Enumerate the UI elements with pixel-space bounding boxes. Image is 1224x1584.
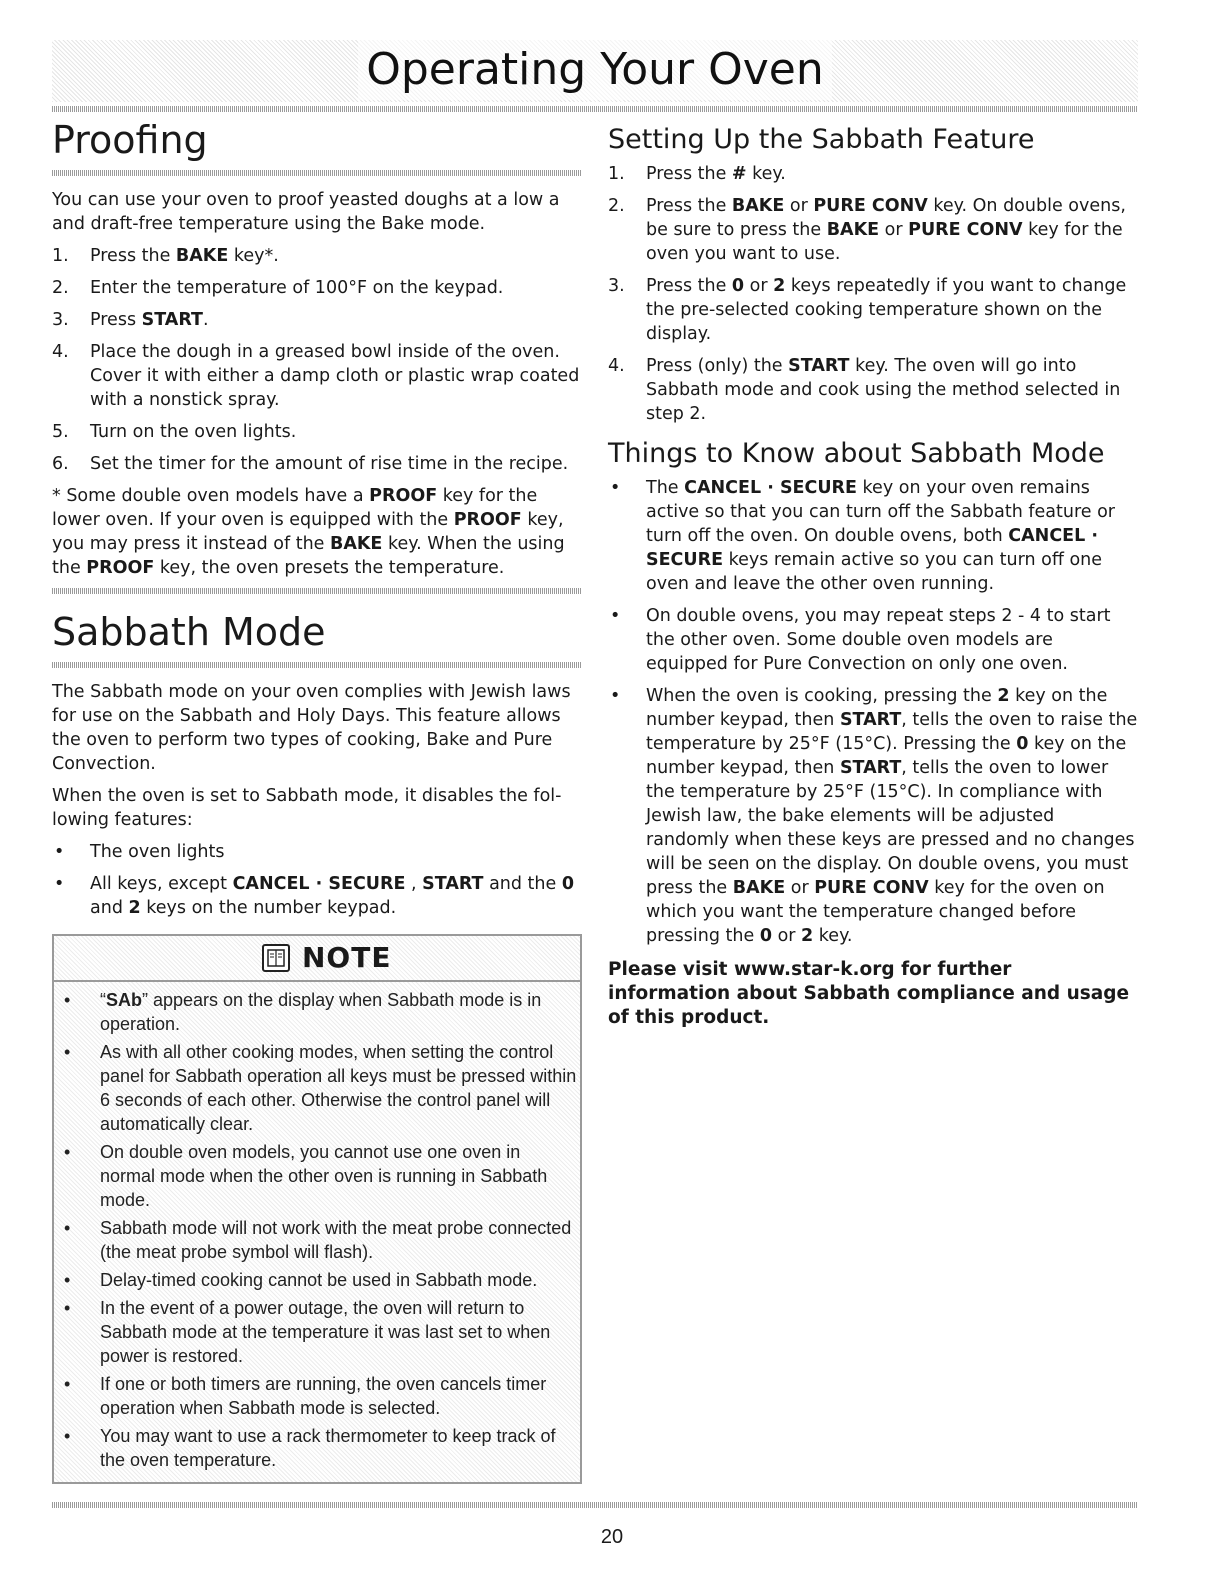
proofing-section xyxy=(52,114,582,580)
text-run: key. The oven will go into Sabbath mode and cook using the method selected in step 2. xyxy=(646,356,1121,424)
bold-key-text: PROOF xyxy=(453,510,522,530)
bold-key-text: # xyxy=(731,164,747,184)
text-run: key, the oven presets the temperature. xyxy=(154,558,505,578)
text-run: or xyxy=(785,878,815,898)
text-run: Press the xyxy=(646,196,732,216)
bold-key-text: 2 xyxy=(997,686,1010,706)
setup-steps xyxy=(608,162,1138,426)
text-run: If one or both timers are running, the oven cancels timer operation when Sabbath mode is selected. xyxy=(100,1374,547,1418)
list-item xyxy=(54,1296,580,1368)
proofing-rule xyxy=(52,170,582,176)
bold-key-text: START xyxy=(422,874,484,894)
note-title: NOTE xyxy=(302,941,392,974)
bullet-icon: • xyxy=(64,1042,71,1062)
text-run: , tells the oven to raise the temperature by 25°F (15°C). Pressing the xyxy=(646,710,1138,754)
bullet-icon: • xyxy=(610,606,621,626)
text-run: On double ovens, you may repeat steps 2 - 4 to start the other oven. Some double oven models are equipped for Pure Convection on only one oven. xyxy=(646,606,1111,674)
step-number: 4. xyxy=(52,342,69,362)
text-run: or xyxy=(879,220,909,240)
text-run: key on the number keypad, then xyxy=(646,734,1127,778)
text-run: keys repeatedly if you want to change the pre-selected cooking temperature shown on the display. xyxy=(646,276,1127,344)
bold-key-text: BAKE xyxy=(732,878,786,898)
list-item xyxy=(608,476,1138,596)
text-run: or xyxy=(784,196,814,216)
list-item xyxy=(608,354,1138,426)
bullet-icon: • xyxy=(54,874,65,894)
proofing-intro: You can use your oven to proof yeasted doughs at a low a and draft-free temperature using the Bake mode. xyxy=(52,190,560,234)
proofing-steps xyxy=(52,244,582,476)
text-run: * Some double oven models have a xyxy=(52,486,370,506)
bullet-icon: • xyxy=(610,478,621,498)
setup-section xyxy=(608,122,1138,426)
bullet-icon: • xyxy=(64,1374,71,1394)
text-run: key on the number keypad, then xyxy=(646,686,1108,730)
bold-key-text: 0 xyxy=(731,276,745,296)
text-run: Press xyxy=(90,310,142,330)
note-book-icon xyxy=(262,944,290,972)
text-run: or xyxy=(744,276,774,296)
bold-key-text: 0 xyxy=(1016,734,1029,754)
text-run: All keys, except xyxy=(90,874,233,894)
visit-star-k-note: Please visit www.star-k.org for further information about Sabbath compliance and usage of this product. xyxy=(608,959,1130,1028)
header-rule xyxy=(52,106,1138,112)
bold-key-text: CANCEL · SECURE xyxy=(232,874,406,894)
text-run: Set the timer for the amount of rise time in the recipe. xyxy=(90,454,569,474)
text-run: Place the dough in a greased bowl inside of the oven. Cover it with either a damp cloth or plastic wrap coated with a nonstick spray. xyxy=(90,342,580,410)
page-number: 20 xyxy=(600,1526,624,1548)
text-run: In the event of a power outage, the oven will return to Sabbath mode at the temperature it was last set to when power is restored. xyxy=(100,1298,551,1366)
list-item xyxy=(54,1268,580,1292)
text-run: keys remain active so you can turn off one oven and leave the other oven running. xyxy=(646,550,1103,594)
text-run: . xyxy=(202,310,209,330)
text-run: Turn on the oven lights. xyxy=(90,422,297,442)
sabbath-rule xyxy=(52,662,582,668)
list-item xyxy=(54,1216,580,1264)
bullet-icon: • xyxy=(64,990,71,1010)
text-run: Press (only) the xyxy=(646,356,789,376)
left-column xyxy=(52,114,582,1484)
note-list xyxy=(54,988,580,1472)
bold-key-text: SAb xyxy=(106,990,142,1010)
sabbath-section xyxy=(52,606,582,1484)
bold-key-text: PROOF xyxy=(369,486,438,506)
list-item xyxy=(52,452,582,476)
bold-key-text: PURE CONV xyxy=(813,196,928,216)
things-title: Things to Know about Sabbath Mode xyxy=(608,438,1105,469)
list-item xyxy=(54,988,580,1036)
text-run: “ xyxy=(100,990,106,1010)
bold-key-text: START xyxy=(141,310,203,330)
bold-key-text: PURE CONV xyxy=(814,878,929,898)
text-run: key, you may press it instead of the xyxy=(52,510,564,554)
text-run: keys on the number keypad. xyxy=(140,898,397,918)
text-run: Press the xyxy=(646,164,732,184)
proofing-footnote xyxy=(52,484,582,580)
text-run: As with all other cooking modes, when setting the control panel for Sabbath operation all keys must be pressed within 6 seconds of each other. Otherwise the control panel will automatically clear. xyxy=(100,1042,577,1134)
list-item xyxy=(608,604,1138,676)
text-run: key for the oven you want to use. xyxy=(646,220,1123,264)
list-item xyxy=(52,340,582,412)
list-item xyxy=(52,276,582,300)
step-number: 6. xyxy=(52,454,69,474)
list-item xyxy=(52,244,582,268)
list-item xyxy=(54,1424,580,1472)
text-run: key for the oven on which you want the temperature changed before pressing the xyxy=(646,878,1105,946)
step-number: 2. xyxy=(52,278,69,298)
list-item xyxy=(52,840,582,864)
list-item xyxy=(608,684,1138,948)
list-item xyxy=(54,1372,580,1420)
text-run: key. When the using the xyxy=(52,534,565,578)
text-run: The xyxy=(646,478,685,498)
bullet-icon: • xyxy=(64,1298,71,1318)
things-section xyxy=(608,436,1138,948)
bullet-icon: • xyxy=(54,842,65,862)
bold-key-text: START xyxy=(788,356,850,376)
page-header xyxy=(52,40,1138,102)
page-title: Operating Your Oven xyxy=(358,40,832,100)
setup-title: Setting Up the Sabbath Feature xyxy=(608,124,1035,155)
text-run: Delay-timed cooking cannot be used in Sabbath mode. xyxy=(100,1270,538,1290)
text-run: Press the xyxy=(90,246,176,266)
step-number: 1. xyxy=(52,246,69,266)
bullet-icon: • xyxy=(64,1270,71,1290)
note-header xyxy=(54,936,580,982)
bold-key-text: 0 xyxy=(561,874,575,894)
text-run: or xyxy=(772,926,802,946)
bold-key-text: START xyxy=(839,710,902,730)
bullet-icon: • xyxy=(64,1218,71,1238)
text-run: key*. xyxy=(228,246,279,266)
bold-key-text: BAKE xyxy=(826,220,880,240)
bold-key-text: BAKE xyxy=(329,534,383,554)
step-number: 3. xyxy=(608,276,625,296)
step-number: 5. xyxy=(52,422,69,442)
list-item xyxy=(54,1140,580,1212)
bold-key-text: 0 xyxy=(759,926,773,946)
sabbath-top-rule xyxy=(52,588,582,594)
list-item xyxy=(608,162,1138,186)
step-number: 3. xyxy=(52,310,69,330)
text-run: key on your oven remains active so that you can turn off the Sabbath feature or turn off the oven. On double ovens, both xyxy=(646,478,1115,546)
list-item xyxy=(54,1040,580,1136)
text-run: and the xyxy=(483,874,562,894)
bold-key-text: 2 xyxy=(801,926,814,946)
sabbath-intro: The Sabbath mode on your oven complies with Jewish laws for use on the Sabbath and Holy Days. This feature allows the oven to perform two types of cooking, Bake and Pure Convection. xyxy=(52,682,571,774)
text-run: Press the xyxy=(646,276,732,296)
text-run: You may want to use a rack thermometer to keep track of the oven temperature. xyxy=(100,1426,556,1470)
text-run: key. xyxy=(813,926,853,946)
bold-key-text: 2 xyxy=(773,276,786,296)
text-run: and xyxy=(90,898,129,918)
sabbath-title: Sabbath Mode xyxy=(52,610,326,654)
text-run: key for the lower oven. If your oven is equipped with the xyxy=(52,486,538,530)
bold-key-text: START xyxy=(839,758,902,778)
bold-key-text: PURE CONV xyxy=(908,220,1023,240)
text-run: , xyxy=(405,874,423,894)
text-run: key. On double ovens, be sure to press the xyxy=(646,196,1126,240)
step-number: 4. xyxy=(608,356,625,376)
text-run: ” appears on the display when Sabbath mode is in operation. xyxy=(100,990,542,1034)
disabled-features-list xyxy=(52,840,582,920)
text-run: key. xyxy=(746,164,786,184)
bullet-icon: • xyxy=(64,1142,71,1162)
list-item xyxy=(608,274,1138,346)
bold-key-text: 2 xyxy=(128,898,141,918)
bold-key-text: BAKE xyxy=(175,246,229,266)
step-number: 1. xyxy=(608,164,625,184)
note-box xyxy=(52,934,582,1484)
text-run: , tells the oven to lower the temperature by 25°F (15°C). In compliance with Jewish law, the bake elements will be adjusted randomly when these keys are pressed and no changes will be seen on the display. On double ovens, you must press the xyxy=(646,758,1135,898)
bullet-icon: • xyxy=(64,1426,71,1446)
bold-key-text: CANCEL · SECURE xyxy=(646,526,1099,570)
things-list xyxy=(608,476,1138,948)
bold-key-text: CANCEL · SECURE xyxy=(684,478,857,498)
text-run: On double oven models, you cannot use one oven in normal mode when the other oven is running in Sabbath mode. xyxy=(100,1142,548,1210)
bullet-icon: • xyxy=(610,686,621,706)
list-item xyxy=(608,194,1138,266)
list-item xyxy=(52,308,582,332)
text-run: Enter the temperature of 100°F on the keypad. xyxy=(90,278,504,298)
bold-key-text: BAKE xyxy=(731,196,785,216)
proofing-title: Proofing xyxy=(52,118,208,162)
text-run: The oven lights xyxy=(90,842,225,862)
bold-key-text: PROOF xyxy=(86,558,155,578)
step-number: 2. xyxy=(608,196,625,216)
sabbath-disables-intro: When the oven is set to Sabbath mode, it disables the fol-lowing features: xyxy=(52,786,562,830)
list-item xyxy=(52,420,582,444)
footer-rule xyxy=(52,1502,1138,1508)
text-run: When the oven is cooking, pressing the xyxy=(646,686,998,706)
text-run: Sabbath mode will not work with the meat probe connected (the meat probe symbol will flash). xyxy=(100,1218,572,1262)
list-item xyxy=(52,872,582,920)
right-column xyxy=(608,122,1138,1038)
